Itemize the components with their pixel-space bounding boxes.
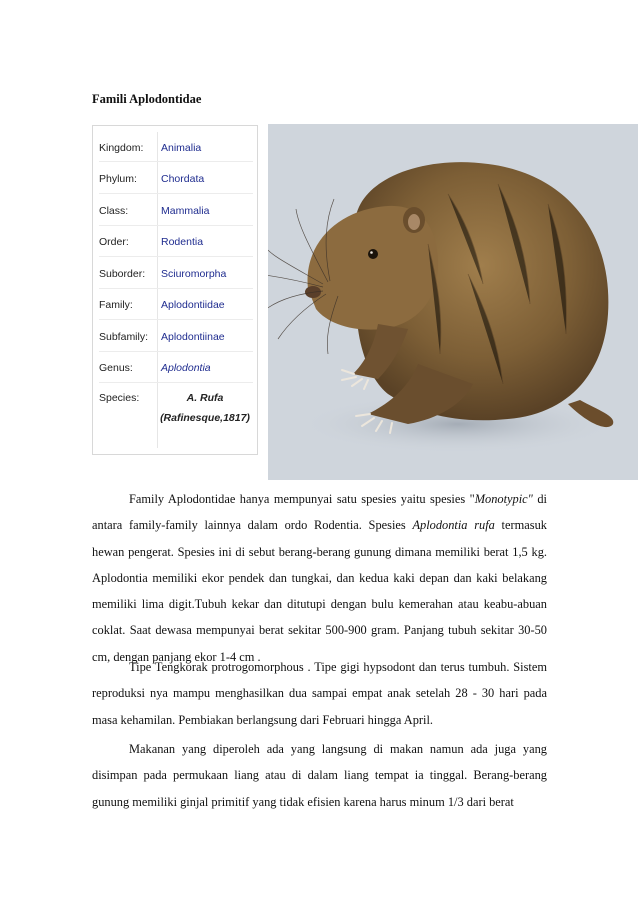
row-value[interactable]: Aplodontiidae: [161, 299, 225, 311]
p1-text-e: termasuk hewan pengerat. Spesies ini di sebut berang-berang gunung dimana memiliki berat 1,5 kg. Aplodontia memiliki ekor pendek dan tungkai, dan kedua kaki depan dan kaki belakang memiliki lima digit.Tubuh kekar dan ditutupi dengan bulu kemerahan atau keabu-abuan coklat. Saat dewasa mempunyai berat sekitar 500-900 gram. Panjang tubuh sekitar 30-50 cm, dengan panjang ekor 1-4 cm .: [92, 518, 547, 664]
paragraph-3: [92, 736, 547, 815]
row-key: Suborder:: [99, 268, 146, 280]
mountain-beaver-image: [268, 124, 638, 480]
species-authority: (Rafinesque,1817): [160, 412, 250, 424]
row-value[interactable]: Chordata: [161, 173, 205, 185]
row-key: Family:: [99, 299, 133, 311]
row-key: Species:: [99, 392, 140, 404]
p2-text: Tipe Tengkorak protrogomorphous . Tipe gigi hypsodont dan terus tumbuh. Sistem reproduksi nya mampu menghasilkan dua sampai empat anak setelah 28 - 30 hari pada masa kehamilan. Pembiakan berlangsung dari Februari hingga April.: [92, 660, 547, 727]
p1-text-monotypic: Monotypic": [474, 492, 533, 506]
row-key: Phylum:: [99, 173, 137, 185]
mountain-beaver-illustration: [268, 124, 638, 480]
row-value[interactable]: Animalia: [161, 142, 202, 154]
row-key: Subfamily:: [99, 331, 149, 343]
p3-text: Makanan yang diperoleh ada yang langsung di makan namun ada juga yang disimpan pada permukaan liang atau di dalam liang tempat ia tinggal. Berang-berang gunung memiliki ginjal primitif yang tidak efisien karena harus minum 1/3 dari berat: [92, 742, 547, 809]
row-key: Order:: [99, 236, 129, 248]
row-value[interactable]: Rodentia: [161, 236, 204, 248]
row-key: Genus:: [99, 362, 133, 374]
species-name: A. Rufa: [186, 392, 224, 404]
paragraph-1: [92, 486, 547, 670]
row-value[interactable]: Aplodontia: [161, 362, 211, 374]
row-value[interactable]: Sciuromorpha: [161, 268, 227, 280]
p1-text-species: Aplodontia rufa: [412, 518, 495, 533]
p1-text-a: Family Aplodontidae hanya mempunyai satu spesies yaitu spesies ": [129, 492, 475, 506]
row-value[interactable]: Mammalia: [161, 205, 210, 217]
row-key: Class:: [99, 205, 129, 217]
taxonomy-table: [92, 125, 258, 455]
section-heading: Famili Aplodontidae: [92, 92, 202, 106]
species-value: [155, 388, 255, 428]
p1-text-c: di antara family-family lainnya dalam ordo Rodentia. Spesies: [92, 492, 547, 533]
paragraph-2: [92, 654, 547, 733]
row-value[interactable]: Aplodontiinae: [161, 331, 225, 343]
row-key: Kingdom:: [99, 142, 144, 154]
